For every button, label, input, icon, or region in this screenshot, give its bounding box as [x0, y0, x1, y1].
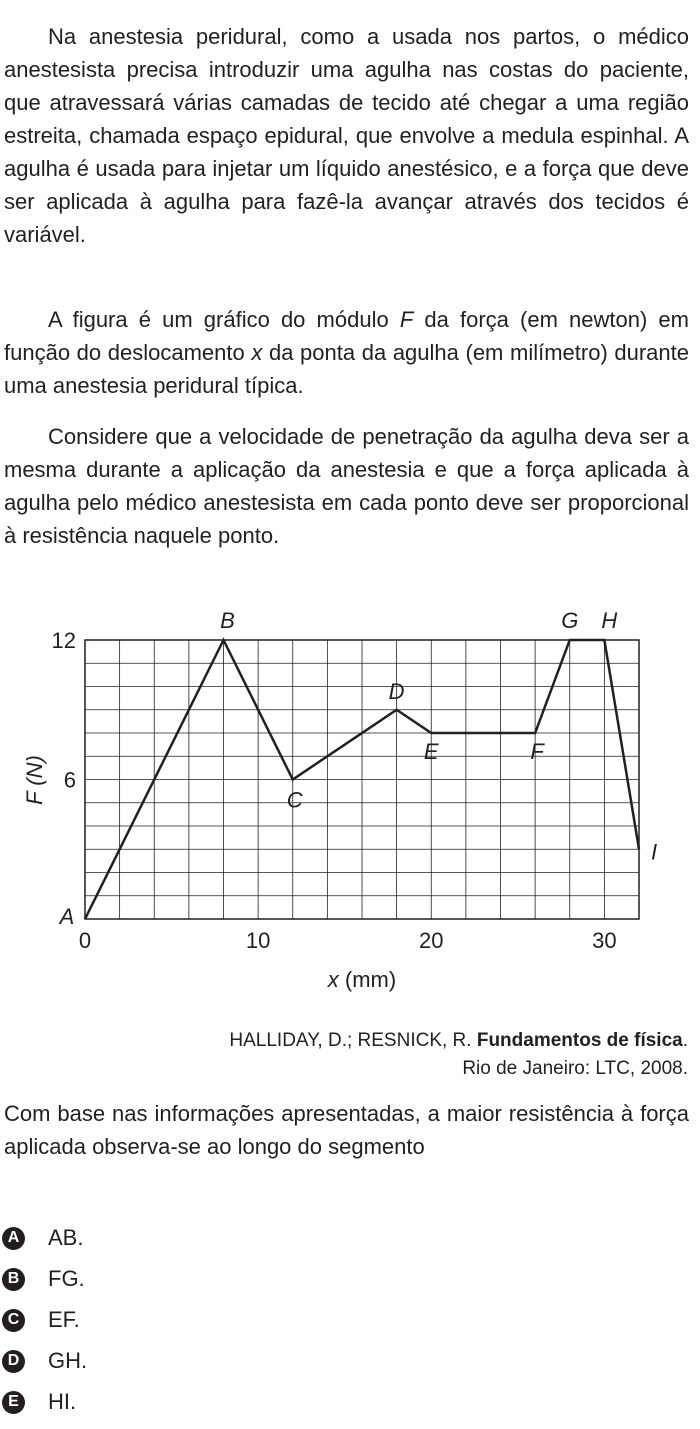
paragraph2-part3: da ponta da agulha (em milímetro) durante uma anestesia peridural típica.: [4, 340, 690, 398]
displacement-variable: x: [251, 340, 263, 365]
question-stem: Com base nas informações apresentadas, a maior resistência à força aplicada observa-se ao longo do segmento: [4, 1101, 689, 1159]
point-label-f: F: [530, 739, 544, 764]
x-tick-label: 10: [245, 928, 271, 953]
point-label-a: A: [59, 904, 75, 929]
point-label-b: B: [220, 608, 235, 633]
option-text: HI.: [48, 1389, 77, 1414]
citation-authors: HALLIDAY, D.; RESNICK, R.: [229, 1030, 477, 1051]
citation-publisher: Rio de Janeiro: LTC, 2008.: [462, 1058, 688, 1079]
option-text: EF.: [48, 1307, 80, 1332]
option-letter-badge: D: [2, 1350, 25, 1373]
option-text: FG.: [48, 1266, 85, 1291]
citation-line-1: [88, 1027, 688, 1055]
x-axis-variable: x: [327, 967, 339, 992]
option-letter-badge: B: [2, 1268, 25, 1291]
paragraph2-part1: A figura é um gráfico do módulo: [48, 307, 400, 332]
citation-title: Fundamentos de física: [476, 1030, 683, 1051]
tick-labels: [52, 628, 617, 953]
x-axis-label: [327, 967, 396, 992]
point-label-e: E: [423, 739, 439, 764]
x-axis-unit: (mm): [338, 967, 397, 992]
option-letter-badge: E: [2, 1391, 25, 1414]
y-axis-label: F (N): [22, 755, 47, 805]
y-tick-label: 6: [63, 767, 76, 793]
figure-description-paragraph: [4, 303, 689, 402]
force-displacement-chart: [0, 600, 700, 1010]
point-labels: [58, 608, 657, 929]
paragraph2-part2: da força (em newton) em função do deslocamento: [4, 307, 689, 365]
option-text: AB.: [48, 1225, 84, 1250]
chart-grid: [85, 640, 639, 919]
point-label-d: D: [388, 678, 405, 704]
force-variable: F: [399, 307, 414, 332]
x-tick-label: 0: [78, 928, 92, 953]
assumption-paragraph: Considere que a velocidade de penetração da agulha deva ser a mesma durante a aplicação da anestesia e que a força aplicada à agulha pelo médico anestesista em cada ponto deve ser proporcional à resistência naquele ponto.: [4, 424, 689, 548]
point-label-i: I: [650, 839, 658, 865]
option-letter-badge: A: [2, 1227, 25, 1250]
citation-title-end: .: [682, 1030, 688, 1051]
source-citation: [88, 1027, 688, 1083]
point-label-g: G: [561, 608, 579, 633]
x-tick-label: 30: [592, 928, 617, 953]
point-label-c: C: [286, 787, 303, 813]
y-tick-label: 12: [51, 628, 76, 653]
point-label-h: H: [601, 608, 618, 633]
x-tick-label: 20: [419, 928, 444, 953]
option-text: GH.: [48, 1348, 88, 1373]
option-letter-badge: C: [2, 1309, 25, 1332]
intro-paragraph: Na anestesia peridural, como a usada nos partos, o médico anestesista precisa introduzir uma agulha nas costas do paciente, que atravessará várias camadas de tecido até chegar a uma região estreita, chamada espaço epidural, que envolve a medula espinhal. A agulha é usada para injetar um líquido anestésico, e a força que deve ser aplicada à agulha para fazê-la avançar através dos tecidos é variável.: [4, 24, 689, 247]
